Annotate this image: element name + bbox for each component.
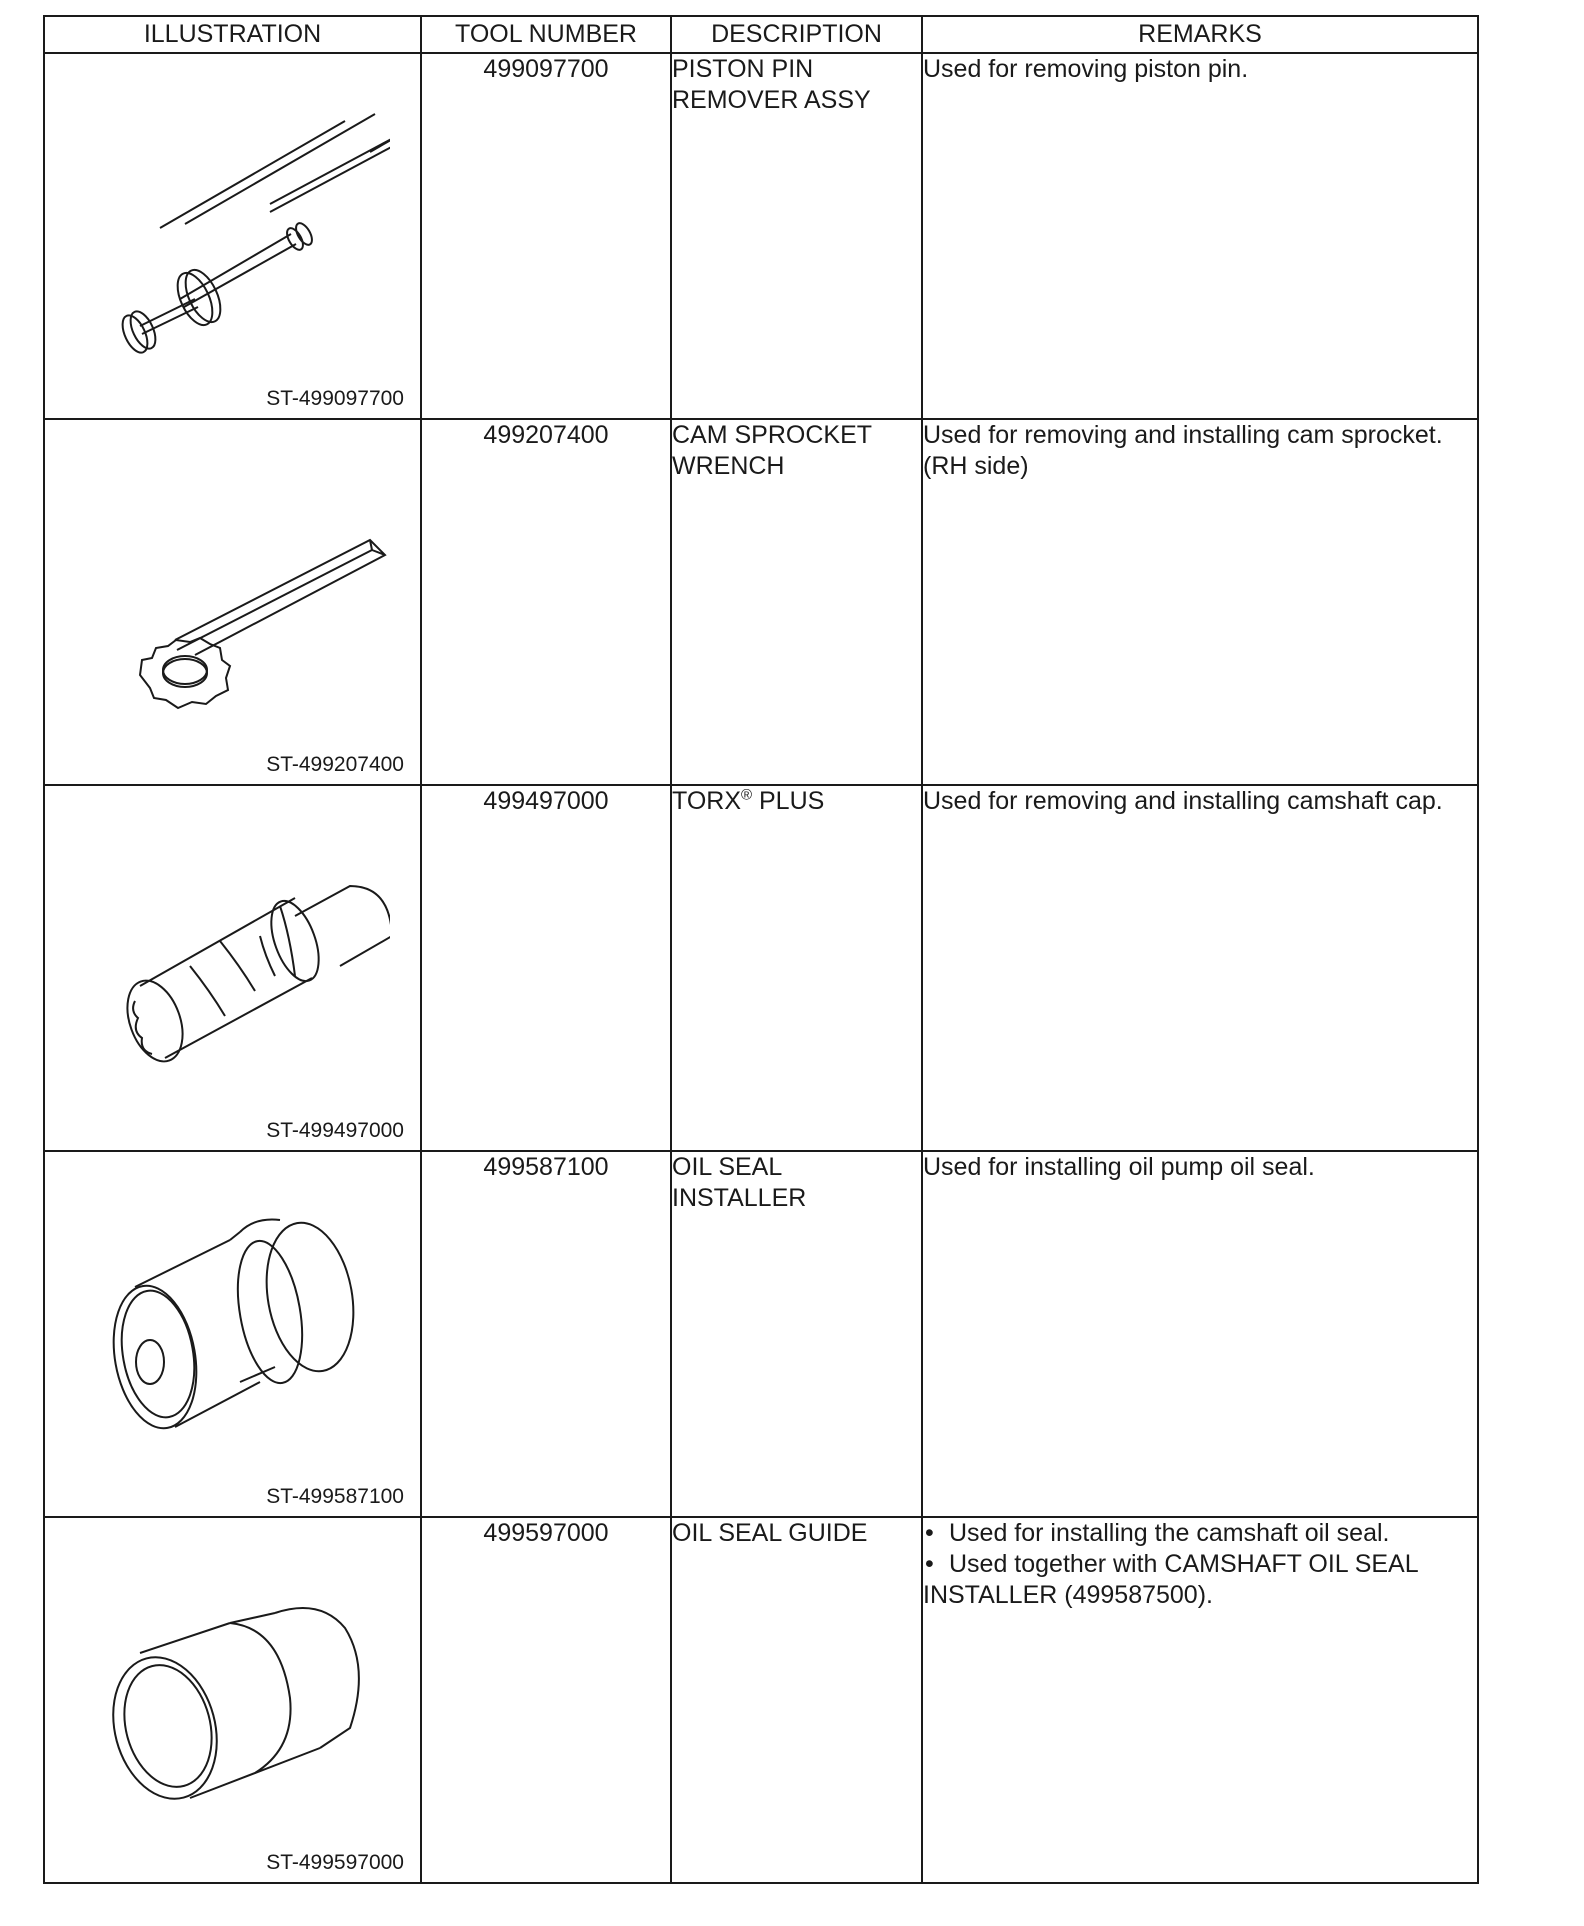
cam-sprocket-wrench-icon <box>80 460 390 760</box>
description <box>671 419 922 785</box>
illustration-code: ST-499597000 <box>266 1851 404 1874</box>
illustration-cell <box>44 53 421 419</box>
tool-number: 499597000 <box>421 1517 671 1883</box>
remarks <box>922 1151 1478 1517</box>
remarks-line: Used for removing and installing cam sprocket. <box>923 421 1443 449</box>
registered-mark: ® <box>741 786 753 804</box>
illustration-code: ST-499587100 <box>266 1485 404 1508</box>
bullet-icon: • <box>925 1550 934 1578</box>
remarks <box>922 419 1478 785</box>
remarks <box>922 53 1478 419</box>
description-line: TORX <box>672 787 741 815</box>
illustration-code: ST-499497000 <box>266 1119 404 1142</box>
special-tools-table <box>43 15 1479 1884</box>
remarks <box>922 785 1478 1151</box>
table-row <box>44 785 1478 1151</box>
header-description: DESCRIPTION <box>671 16 922 53</box>
remarks-bullet-text: Used together with CAMSHAFT OIL SEAL <box>949 1550 1419 1578</box>
table-row <box>44 1151 1478 1517</box>
remarks-line: INSTALLER (499587500). <box>923 1581 1213 1609</box>
description-line: CAM SPROCKET <box>672 421 873 449</box>
piston-pin-remover-icon <box>80 94 390 394</box>
remarks-bullet <box>923 1549 1477 1580</box>
remarks-line: Used for removing piston pin. <box>923 55 1249 83</box>
remarks-line: Used for removing and installing camshaft cap. <box>923 787 1443 815</box>
description-line: REMOVER ASSY <box>672 86 871 114</box>
remarks <box>922 1517 1478 1883</box>
header-illustration: ILLUSTRATION <box>44 16 421 53</box>
remarks-line: (RH side) <box>923 452 1029 480</box>
tool-number: 499587100 <box>421 1151 671 1517</box>
illustration-cell <box>44 419 421 785</box>
oil-seal-installer-icon <box>80 1192 390 1492</box>
tool-number: 499497000 <box>421 785 671 1151</box>
description <box>671 785 922 1151</box>
description-line: WRENCH <box>672 452 785 480</box>
description <box>671 1151 922 1517</box>
table-header-row <box>44 16 1478 53</box>
illustration-cell <box>44 785 421 1151</box>
description-line: OIL SEAL <box>672 1153 783 1181</box>
description-line: PISTON PIN <box>672 55 814 83</box>
description-line: PLUS <box>752 787 825 815</box>
table-row <box>44 419 1478 785</box>
illustration-code: ST-499097700 <box>266 387 404 410</box>
illustration-code: ST-499207400 <box>266 753 404 776</box>
torx-plus-bit-icon <box>80 826 390 1126</box>
tool-number: 499097700 <box>421 53 671 419</box>
table-row <box>44 53 1478 419</box>
remarks-bullet-text: Used for installing the camshaft oil seal. <box>949 1519 1390 1547</box>
remarks-bullet <box>923 1518 1477 1549</box>
table-row <box>44 1517 1478 1883</box>
header-remarks: REMARKS <box>922 16 1478 53</box>
remarks-line: Used for installing oil pump oil seal. <box>923 1153 1315 1181</box>
description-line: OIL SEAL GUIDE <box>672 1519 868 1547</box>
description-line: INSTALLER <box>672 1184 807 1212</box>
oil-seal-guide-icon <box>80 1558 390 1858</box>
bullet-icon: • <box>925 1519 934 1547</box>
description <box>671 53 922 419</box>
illustration-cell <box>44 1151 421 1517</box>
illustration-cell <box>44 1517 421 1883</box>
header-tool-number: TOOL NUMBER <box>421 16 671 53</box>
tool-number: 499207400 <box>421 419 671 785</box>
description <box>671 1517 922 1883</box>
